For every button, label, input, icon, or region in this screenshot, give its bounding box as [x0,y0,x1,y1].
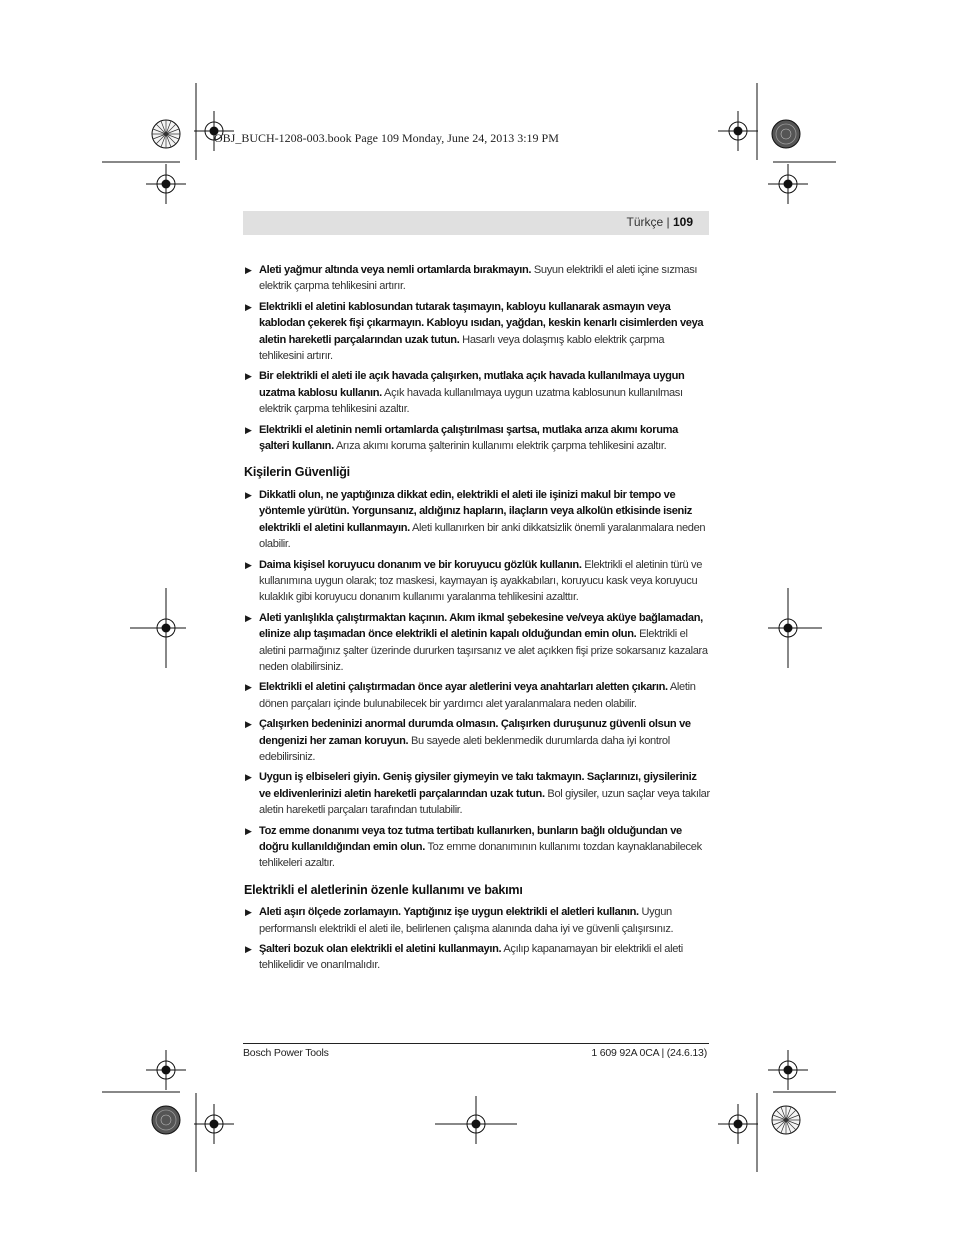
warning-explanation-text: Bol giysiler, uzun saçlar veya takılar aletin hareketli parçaları tarafından tutulabilir. [259,787,710,817]
list-item [244,368,710,417]
list-item [244,941,710,974]
warning-explanation-text: Arıza akımı koruma şalterinin kullanımı elektrik çarpma tehlikesini azaltır. [333,440,667,453]
warning-explanation-text: Elektrikli el aletini parmağınız şalter üzerinde dururken taşırsanız ve alet açıkken fişi prize sokarsanız kazalara neden olabilirsiniz. [259,628,708,673]
list-item [244,716,710,765]
bullet-triangle-icon: ▶ [245,371,252,382]
warning-bold-text: Bir elektrikli el aleti ile açık havada çalışırken, mutlaka açık havada kullanılmaya uygun uzatma kablosu kullanın. [259,370,685,399]
registration-mark-icon [768,164,808,204]
warning-explanation-text: Açık havada kullanılmaya uygun uzatma kablosunun kullanılması elektrik çarpma tehlikesini azaltır. [259,386,683,416]
warning-bold-text: Elektrikli el aletini kablosundan tutarak taşımayın, kabloyu kullanarak asmayın veya kablodan çekerek fişi çıkarmayın. Kabloyu ısıdan, yağdan, keskin kenarlı cisimlerden veya aletin hareketli parçalarından uzak tutun. [259,300,704,346]
list-item [244,823,710,872]
warning-bold-text: Aleti aşırı ölçede zorlamayın. Yaptığınız işe uygun elektrikli el aletleri kullanın. [259,906,639,919]
header-separator: | [663,215,673,229]
list-item [244,299,710,365]
print-slug: OBJ_BUCH-1208-003.book Page 109 Monday, June 24, 2013 3:19 PM [214,131,559,145]
warning-bold-text: Elektrikli el aletinin nemli ortamlarda çalıştırılması şartsa, mutlaka arıza akımı koruma şalteri kullanın. [259,423,678,453]
bullet-triangle-icon: ▶ [245,944,252,955]
registration-mark-icon [718,1104,758,1144]
warning-bold-text: Dikkatli olun, ne yaptığınıza dikkat edin, elektrikli el aleti ile işinizi makul bir tempo ve yöntemle yürütün. Yorgunsanız, aldığınız hapların, ilaçların veya alkolün etkisinde iseniz elektrikli el aletini kullanmayın. [259,488,692,534]
warning-bold-text: Aleti yanlışlıkla çalıştırmaktan kaçının. Akım ikmal şebekesine ve/veya aküye bağlamadan, elinize alıp taşımadan önce elektrikli el aletinin kapalı olduğundan emin olun. [259,611,703,641]
registration-mark-icon [456,1104,496,1144]
list-item [244,262,710,295]
section-heading-tool-care: Elektrikli el aletlerinin özenle kullanımı ve bakımı [244,882,523,897]
warning-explanation-text: Elektrikli el aletinin türü ve kullanımına uygun olarak; toz maskesi, kaymayan iş ayakkabıları, koruyucu kask veya koruyucu kulaklık gibi koruyucu donanım kullanımı yaralanma tehlikesini azalttır. [259,558,703,604]
bullet-triangle-icon: ▶ [245,907,252,918]
warning-explanation-text: Toz emme donanımının kullanımı tozdan kaynaklanabilecek tehlikeleri azaltır. [259,841,702,870]
bullet-triangle-icon: ▶ [245,612,252,623]
list-item [244,487,710,553]
footer-publisher: Bosch Power Tools [243,1047,329,1059]
warning-bold-text: Toz emme donanımı veya toz tutma tertibatı kullanırken, bunların bağlı olduğundan ve doğru kullanıldığından emin olun. [259,824,682,853]
page-body [244,262,710,978]
registration-mark-icon [768,608,808,648]
warning-bold-text: Aleti yağmur altında veya nemli ortamlarda bırakmayın. [259,264,532,276]
bullet-triangle-icon: ▶ [245,559,252,570]
personal-safety-list [244,487,710,872]
warning-bold-text: Çalışırken bedeninizi anormal durumda olmasın. Çalışırken duruşunuz güvenli olsun ve dengenizi her zaman koruyun. [259,718,691,747]
bullet-triangle-icon: ▶ [245,489,252,500]
warning-explanation-text: Açılıp kapanamayan bir elektrikli el aleti tehlikelidir ve onarılmalıdır. [259,943,683,972]
list-item [244,422,710,455]
section-heading-personal-safety: Kişilerin Güvenliği [244,465,350,480]
warning-explanation-text: Bu sayede aleti beklenmedik durumlarda daha iyi kontrol edebilirsiniz. [259,734,670,763]
electrical-safety-list [244,262,710,454]
color-target-icon [772,120,800,148]
page-number: 109 [672,215,693,229]
bullet-triangle-icon: ▶ [245,719,252,730]
warning-bold-text: Elektrikli el aletini çalıştırmadan önce ayar aletlerini veya anahtarları aletten çıkarın. [259,681,668,694]
bullet-triangle-icon: ▶ [245,682,252,693]
list-item [244,679,710,712]
registration-mark-icon [146,164,186,204]
warning-explanation-text: Aletin dönen parçaları içinde bulunabilecek bir yardımcı alet yaralanmalara neden olabilir. [259,681,696,710]
registration-mark-icon [768,1050,808,1090]
list-item [244,610,710,676]
bullet-triangle-icon: ▶ [245,265,252,275]
color-target-icon [152,120,180,148]
footer-doc-number: 1 609 92A 0CA | (24.6.13) [591,1047,707,1059]
warning-explanation-text: Suyun elektrikli el aleti içine sızması elektrik çarpma tehlikesini artırır. [259,264,698,293]
warning-explanation-text: Aleti kullanırken bir anki dikkatsizlik önemli yaralanmalara neden olabilir. [259,521,706,551]
registration-mark-icon [146,608,186,648]
bullet-triangle-icon: ▶ [245,772,252,783]
list-item [244,769,710,818]
tool-care-list [244,904,710,974]
warning-bold-text: Uygun iş elbiseleri giyin. Geniş giysiler giymeyin ve takı takmayın. Saçlarınızı, giysileriniz ve eldivenlerinizi aletin hareketli parçalarından uzak tutun. [259,771,697,800]
header-bar [243,211,709,235]
color-target-icon [152,1106,180,1134]
list-item [244,904,710,937]
registration-mark-icon [146,1050,186,1090]
running-header [626,215,693,229]
registration-mark-icon [718,111,758,151]
bullet-triangle-icon: ▶ [245,825,252,836]
warning-explanation-text: Hasarlı veya dolaşmış kablo elektrik çarpma tehlikesini artırır. [259,333,665,363]
list-item [244,557,710,606]
color-target-icon [772,1106,800,1134]
bullet-triangle-icon: ▶ [245,424,252,435]
warning-explanation-text: Uygun performanslı elektrikli el aleti ile, belirlenen çalışma alanında daha iyi ve güvenli çalışırsınız. [259,906,674,935]
warning-bold-text: Şalteri bozuk olan elektrikli el aletini kullanmayın. [259,943,502,956]
footer-rule [243,1043,709,1044]
bullet-triangle-icon: ▶ [245,301,252,312]
warning-bold-text: Daima kişisel koruyucu donanım ve bir koruyucu gözlük kullanın. [259,558,582,571]
header-language: Türkçe [626,215,664,229]
registration-mark-icon [194,1104,234,1144]
